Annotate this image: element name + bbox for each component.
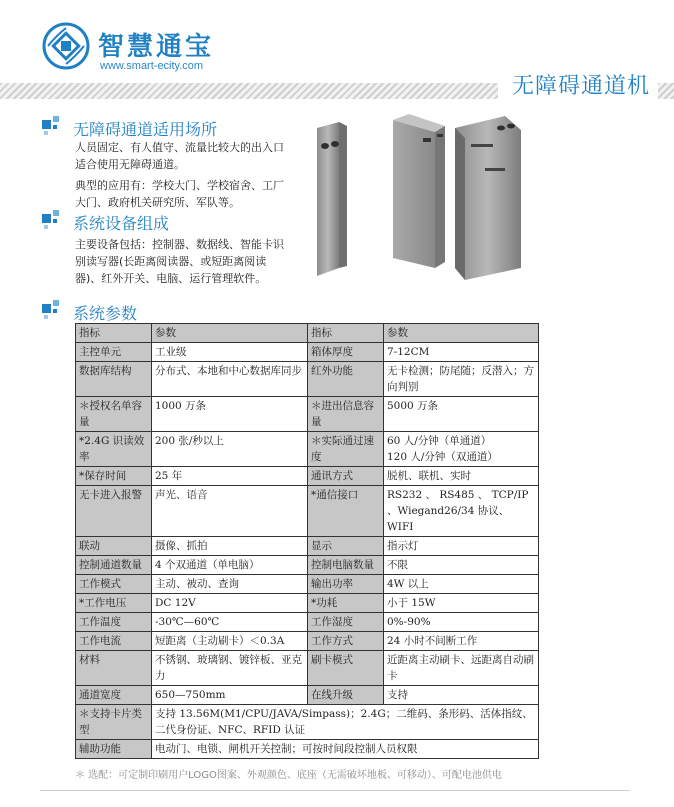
product-photo: [305, 108, 550, 286]
table-row: [76, 686, 539, 705]
section-title-params: 系统参数: [73, 304, 138, 323]
table-value-cell: 24 小时不间断工作: [384, 632, 539, 651]
table-value-cell: 摄像、抓拍: [152, 537, 308, 556]
section-bullet-icon: [42, 210, 62, 230]
table-key-cell: 指标: [308, 324, 384, 343]
table-key-cell: 通讯方式: [308, 467, 384, 486]
table-row: [76, 651, 539, 686]
table-key-cell: 显示: [308, 537, 384, 556]
table-value-cell: 近距离主动刷卡、远距离自动刷卡: [384, 651, 539, 686]
table-key-cell: 输出功率: [308, 575, 384, 594]
table-key-cell: 刷卡模式: [308, 651, 384, 686]
table-row: [76, 486, 539, 537]
table-value-cell: 4 个双通道（单电脑）: [152, 556, 308, 575]
table-row: [76, 575, 539, 594]
table-value-cell: 声光、语音: [152, 486, 308, 537]
table-key-cell: 工作方式: [308, 632, 384, 651]
table-key-cell: ＊授权名单容量: [76, 397, 152, 432]
table-row: [76, 705, 539, 740]
table-value-cell: 脱机、联机、实时: [384, 467, 539, 486]
table-key-cell: 箱体厚度: [308, 343, 384, 362]
table-key-cell: 红外功能: [308, 362, 384, 397]
section-bullet-icon: [42, 116, 62, 136]
table-row: [76, 594, 539, 613]
table-value-cell: 电动门、电锁、闸机开关控制；可按时间段控制人员权限: [152, 740, 539, 759]
table-value-cell: 支持: [384, 686, 539, 705]
footnote: ＊ 选配：可定制印刷用户LOGO图案、外观颜色、底座（无需破坏地板、可移动）、可配电池供电: [75, 770, 502, 781]
table-value-cell: 支持 13.56M(M1/CPU/JAVA/Simpass)；2.4G；二维码、条形码、活体指纹、二代身份证、NFC、RFID 认证: [152, 705, 539, 740]
table-value-cell: 5000 万条: [384, 397, 539, 432]
table-key-cell: 辅助功能: [76, 740, 152, 759]
table-key-cell: 工作模式: [76, 575, 152, 594]
table-key-cell: 参数: [152, 324, 308, 343]
table-key-cell: *通信接口: [308, 486, 384, 537]
table-value-cell: -30℃—60℃: [152, 613, 308, 632]
table-key-cell: 数据库结构: [76, 362, 152, 397]
table-value-cell: 60 人/分钟（单通道） 120 人/分钟（双通道）: [384, 432, 539, 467]
table-row: [76, 397, 539, 432]
table-key-cell: 无卡进入报警: [76, 486, 152, 537]
table-row: [76, 740, 539, 759]
section-title-usage: 无障碍通道适用场所: [73, 120, 218, 139]
table-header-row: [76, 324, 539, 343]
divider: [40, 790, 630, 791]
table-row: [76, 432, 539, 467]
table-row: [76, 362, 539, 397]
table-value-cell: 25 年: [152, 467, 308, 486]
table-row: [76, 632, 539, 651]
table-value-cell: 不限: [384, 556, 539, 575]
table-value-cell: 不锈钢、玻璃钢、镀锌板、亚克力: [152, 651, 308, 686]
table-key-cell: 控制电脑数量: [308, 556, 384, 575]
brand-url: www.smart-ecity.com: [100, 60, 204, 72]
table-key-cell: *保存时间: [76, 467, 152, 486]
table-row: [76, 537, 539, 556]
table-key-cell: 工作湿度: [308, 613, 384, 632]
table-value-cell: 1000 万条: [152, 397, 308, 432]
table-value-cell: 4W 以上: [384, 575, 539, 594]
brand-logo-icon: [42, 22, 90, 70]
section-bullet-icon: [42, 300, 62, 320]
table-key-cell: *功耗: [308, 594, 384, 613]
table-value-cell: 指示灯: [384, 537, 539, 556]
table-key-cell: 工作电流: [76, 632, 152, 651]
table-value-cell: 工业级: [152, 343, 308, 362]
usage-paragraph-2: 典型的应用有：学校大门、学校宿舍、工厂大门、政府机关研究所、军队等。: [75, 179, 284, 209]
table-value-cell: DC 12V: [152, 594, 308, 613]
table-value-cell: 无卡检测；防尾随；反潜入；方向判别: [384, 362, 539, 397]
table-value-cell: 200 张/秒以上: [152, 432, 308, 467]
table-key-cell: *2.4G 识读效率: [76, 432, 152, 467]
table-key-cell: 在线升级: [308, 686, 384, 705]
table-value-cell: RS232 、 RS485 、 TCP/IP 、Wiegand26/34 协议、WIFI: [384, 486, 539, 537]
table-key-cell: 通道宽度: [76, 686, 152, 705]
table-row: [76, 556, 539, 575]
table-row: [76, 613, 539, 632]
table-key-cell: ＊支持卡片类型: [76, 705, 152, 740]
table-key-cell: ＊进出信息容量: [308, 397, 384, 432]
table-value-cell: 7-12CM: [384, 343, 539, 362]
table-key-cell: *工作电压: [76, 594, 152, 613]
table-key-cell: 控制通道数量: [76, 556, 152, 575]
brand-name: 智慧通宝: [98, 32, 215, 62]
spec-table: [75, 323, 539, 759]
table-key-cell: 材料: [76, 651, 152, 686]
table-value-cell: 小于 15W: [384, 594, 539, 613]
table-key-cell: 指标: [76, 324, 152, 343]
table-key-cell: 参数: [384, 324, 539, 343]
table-row: [76, 343, 539, 362]
table-key-cell: ＊实际通过速度: [308, 432, 384, 467]
table-value-cell: 0%-90%: [384, 613, 539, 632]
table-value-cell: 主动、被动、查询: [152, 575, 308, 594]
table-row: [76, 467, 539, 486]
table-value-cell: 650—750mm: [152, 686, 308, 705]
section-title-components: 系统设备组成: [73, 214, 170, 233]
table-value-cell: 短距离（主动刷卡）＜0.3A: [152, 632, 308, 651]
page-title: 无障碍通道机: [498, 70, 658, 104]
components-paragraph: 主要设备包括：控制器、数据线、智能卡识别读写器(长距离阅读器、或短距离阅读器)、红外开关、电脑、运行管理软件。: [75, 238, 284, 285]
table-key-cell: 联动: [76, 537, 152, 556]
table-key-cell: 主控单元: [76, 343, 152, 362]
table-value-cell: 分布式、本地和中心数据库同步: [152, 362, 308, 397]
table-key-cell: 工作温度: [76, 613, 152, 632]
usage-paragraph-1: 人员固定、有人值守、流量比较大的出入口适合使用无障碍通道。: [75, 141, 284, 171]
